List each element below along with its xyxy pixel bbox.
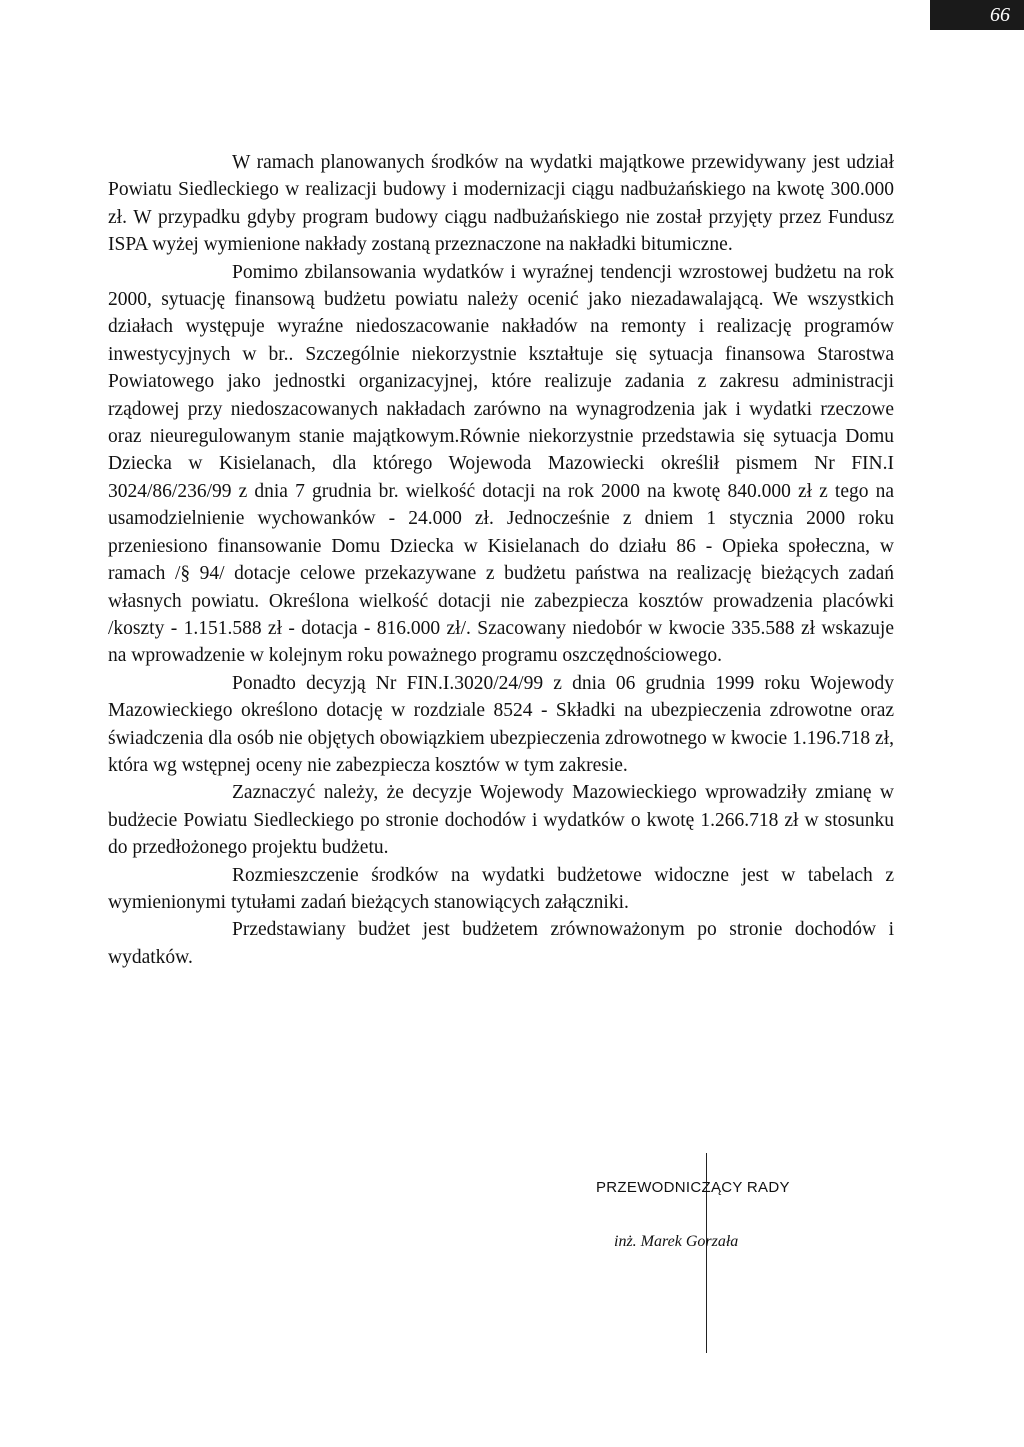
paragraph: W ramach planowanych środków na wydatki majątkowe przewidywany jest udział Powiatu Siedleckiego w realizacji budowy i modernizacji ciągu nadbużańskiego na kwotę 300.000 zł. W przypadku gdyby program budowy ciągu nadbużańskiego nie został przyjęty przez Fundusz ISPA wyżej wymienione nakłady zostaną przeznaczone na nakładki bitumiczne. <box>108 152 894 256</box>
page-number-bar <box>930 0 1024 30</box>
paragraph: Pomimo zbilansowania wydatków i wyraźnej tendencji wzrostowej budżetu na rok 2000, sytuację finansową budżetu powiatu należy ocenić jako niezadawalającą. We wszystkich działach występuje wyraźne niedoszacowanie nakładów na remonty i realizację programów inwestycyjnych w br.. Szczególnie niekorzystnie kształtuje się sytuacja finansowa Starostwa Powiatowego jako jednostki organizacyjnej, które realizuje zadania z zakresu administracji rządowej przy niedoszacowanych nakładach zarówno na wynagrodzenia jak i wydatki rzeczowe oraz nieuregulowanym stanie majątkowym.Równie niekorzystnie przedstawia się sytuacja Domu Dziecka w Kisielanach, dla którego Wojewoda Mazowiecki określił pismem Nr FIN.I 3024/86/236/99 z dnia 7 grudnia br. wielkość dotacji na rok 2000 na kwotę 840.000 zł z tego na usamodzielnienie wychowanków - 24.000 zł. Jednocześnie z dniem 1 stycznia 2000 roku przeniesiono finansowanie Domu Dziecka w Kisielanach do działu 86 - Opieka społeczna, w ramach /§ 94/ dotacje celowe przekazywane z budżetu państwa na realizację bieżących zadań własnych powiatu. Określona wielkość dotacji nie zabezpiecza kosztów prowadzenia placówki /koszty - 1.151.588 zł - dotacja - 816.000 zł/. Szacowany niedobór w kwocie 335.588 zł wskazuje na wprowadzenie w kolejnym roku poważnego programu oszczędnościowego. <box>108 261 894 667</box>
signature-title: PRZEWODNICZĄCY RADY <box>596 1179 790 1196</box>
signature-name: inż. Marek Gorzała <box>614 1233 739 1250</box>
paragraph: Ponadto decyzją Nr FIN.I.3020/24/99 z dnia 06 grudnia 1999 roku Wojewody Mazowieckiego określono dotację w rozdziale 8524 - Składki na ubezpieczenia zdrowotne oraz świadczenia dla osób nie objętych obowiązkiem ubezpieczenia zdrowotnego w kwocie 1.196.718 zł, która wg wstępnej oceny nie zabezpiecza kosztów w tym zakresie. <box>108 672 894 776</box>
document-body <box>108 149 894 971</box>
signature-block <box>596 1173 856 1353</box>
paragraph: Rozmieszczenie środków na wydatki budżetowe widoczne jest w tabelach z wymienionymi tytułami zadań bieżących stanowiących załączniki. <box>108 864 894 913</box>
paragraph: Przedstawiany budżet jest budżetem zrównoważonym po stronie dochodów i wydatków. <box>108 919 894 968</box>
page-number: 66 <box>990 4 1010 26</box>
paragraph: Zaznaczyć należy, że decyzje Wojewody Mazowieckiego wprowadziły zmianę w budżecie Powiatu Siedleckiego po stronie dochodów i wydatków o kwotę 1.266.718 zł w stosunku do przedłożonego projektu budżetu. <box>108 782 894 859</box>
